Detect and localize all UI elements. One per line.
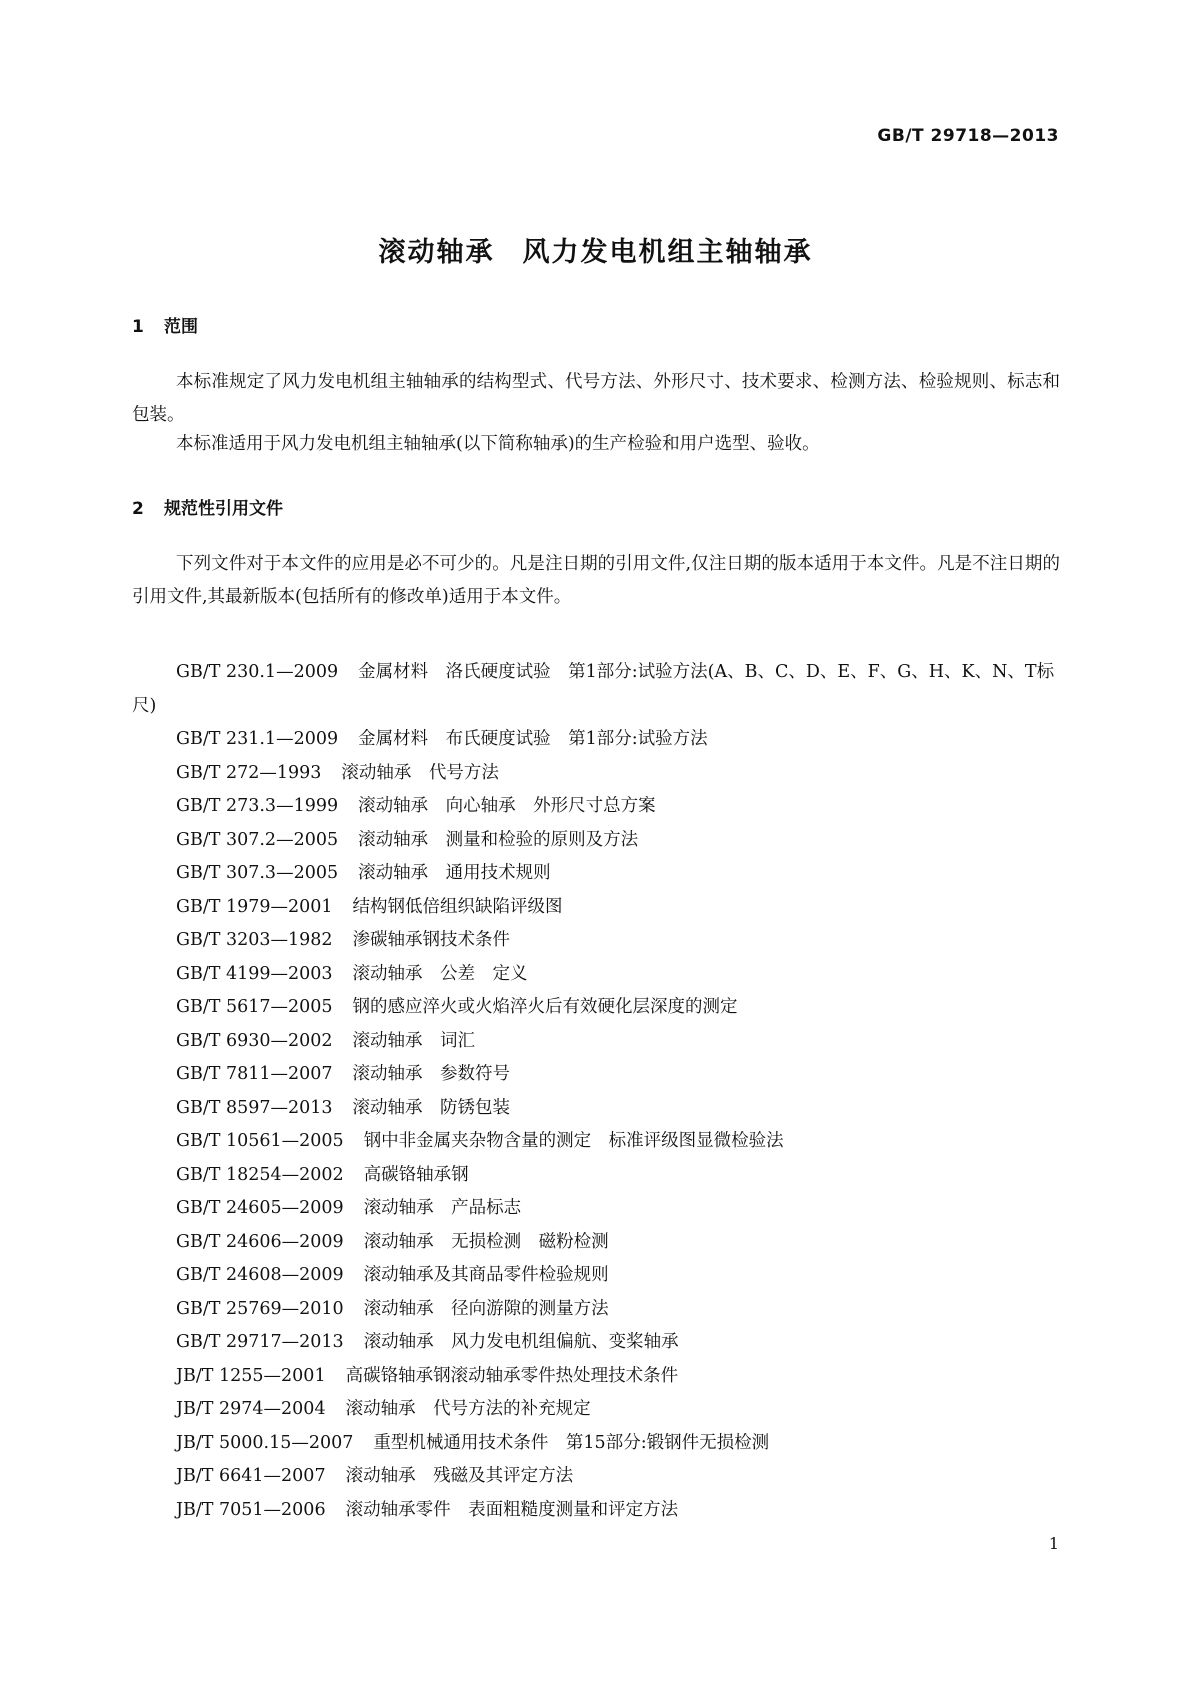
reference-item	[132, 824, 1060, 858]
title-part-1: 滚动轴承	[378, 237, 495, 268]
reference-title: 滚动轴承 参数符号	[352, 1064, 511, 1084]
reference-code: GB/T 230.1—2009	[176, 662, 339, 682]
section-1-paragraph-2: 本标准适用于风力发电机组主轴轴承(以下简称轴承)的生产检验和用户选型、验收。	[176, 434, 820, 454]
reference-code: GB/T 5617—2005	[176, 997, 333, 1017]
reference-title: 滚动轴承 产品标志	[363, 1198, 522, 1218]
reference-title: 滚动轴承 公差 定义	[352, 963, 528, 984]
reference-item	[132, 790, 1060, 824]
reference-title: 滚动轴承零件 表面粗糙度测量和评定方法	[345, 1499, 679, 1520]
reference-title: 滚动轴承及其商品零件检验规则	[363, 1265, 609, 1285]
document-title	[0, 230, 1191, 269]
reference-code: GB/T 24605—2009	[176, 1198, 344, 1218]
section-1-paragraph-1: 本标准规定了风力发电机组主轴轴承的结构型式、代号方法、外形尺寸、技术要求、检测方法、检验规则、标志和包装。	[132, 372, 1060, 425]
reference-code: GB/T 3203—1982	[176, 930, 333, 950]
reference-title: 滚动轴承 残磁及其评定方法	[345, 1466, 574, 1486]
reference-item	[132, 1159, 1060, 1193]
reference-code: GB/T 6930—2002	[176, 1030, 333, 1051]
reference-item	[132, 1192, 1060, 1226]
section-title: 规范性引用文件	[164, 499, 283, 519]
reference-item	[132, 1025, 1060, 1059]
reference-title: 滚动轴承 向心轴承 外形尺寸总方案	[358, 796, 656, 816]
reference-item	[132, 1092, 1060, 1126]
reference-item	[132, 1226, 1060, 1260]
standard-code: GB/T 29718—2013	[877, 126, 1059, 146]
reference-code: GB/T 10561—2005	[176, 1131, 344, 1151]
reference-code: GB/T 24608—2009	[176, 1265, 344, 1285]
reference-title: 高碳铬轴承钢	[363, 1164, 469, 1185]
reference-code: GB/T 18254—2002	[176, 1164, 344, 1185]
reference-code: GB/T 273.3—1999	[176, 796, 339, 816]
reference-code: GB/T 25769—2010	[176, 1298, 344, 1319]
reference-item	[132, 857, 1060, 891]
reference-item	[132, 1494, 1060, 1528]
reference-title: 滚动轴承 代号方法	[341, 762, 499, 783]
reference-title: 高碳铬轴承钢滚动轴承零件热处理技术条件	[345, 1365, 679, 1386]
reference-title: 滚动轴承 测量和检验的原则及方法	[358, 829, 639, 850]
page-number: 1	[1048, 1534, 1059, 1553]
reference-list	[132, 656, 1060, 1527]
reference-item	[132, 1360, 1060, 1394]
reference-code: JB/T 1255—2001	[176, 1365, 326, 1386]
reference-item	[132, 1058, 1060, 1092]
reference-title: 滚动轴承 径向游隙的测量方法	[363, 1298, 609, 1319]
reference-item	[132, 891, 1060, 925]
reference-code: GB/T 307.3—2005	[176, 863, 339, 883]
reference-title: 钢中非金属夹杂物含量的测定 标准评级图显微检验法	[363, 1131, 784, 1151]
reference-item	[132, 1427, 1060, 1461]
section-number: 2	[132, 499, 144, 519]
reference-title: 金属材料 布氏硬度试验 第1部分:试验方法	[358, 729, 708, 749]
reference-code: JB/T 2974—2004	[176, 1399, 326, 1419]
reference-title: 结构钢低倍组织缺陷评级图	[352, 896, 563, 917]
section-2-paragraph-1: 下列文件对于本文件的应用是必不可少的。凡是注日期的引用文件,仅注日期的版本适用于本文件。凡是不注日期的引用文件,其最新版本(包括所有的修改单)适用于本文件。	[132, 554, 1060, 607]
reference-code: GB/T 8597—2013	[176, 1097, 333, 1118]
reference-code: GB/T 7811—2007	[176, 1064, 333, 1084]
reference-code: GB/T 4199—2003	[176, 963, 333, 984]
reference-code: GB/T 307.2—2005	[176, 829, 339, 850]
title-part-2: 风力发电机组主轴轴承	[522, 237, 813, 268]
reference-code: GB/T 272—1993	[176, 762, 322, 783]
reference-title: 滚动轴承 无损检测 磁粉检测	[363, 1231, 609, 1252]
reference-title: 渗碳轴承钢技术条件	[352, 930, 511, 950]
reference-code: JB/T 5000.15—2007	[176, 1432, 354, 1453]
section-title: 范围	[164, 317, 198, 337]
reference-item	[132, 723, 1060, 757]
reference-item	[132, 991, 1060, 1025]
reference-code: JB/T 7051—2006	[176, 1499, 326, 1520]
reference-item	[132, 1125, 1060, 1159]
reference-title: 金属材料 洛氏硬度试验 第1部分:试验方法(A、B、C、D、E、F、G、H、K、N、T标尺)	[132, 662, 1055, 716]
reference-title: 钢的感应淬火或火焰淬火后有效硬化层深度的测定	[352, 997, 738, 1017]
reference-item	[132, 924, 1060, 958]
reference-title: 滚动轴承 防锈包装	[352, 1097, 511, 1118]
section-1-heading	[132, 312, 198, 337]
reference-title: 滚动轴承 代号方法的补充规定	[345, 1399, 591, 1419]
reference-item	[132, 1293, 1060, 1327]
reference-item	[132, 1326, 1060, 1360]
reference-item	[132, 656, 1060, 723]
reference-item	[132, 757, 1060, 791]
reference-code: GB/T 1979—2001	[176, 896, 333, 917]
reference-title: 滚动轴承 通用技术规则	[358, 863, 551, 883]
reference-title: 滚动轴承 词汇	[352, 1030, 476, 1051]
reference-title: 重型机械通用技术条件 第15部分:锻钢件无损检测	[373, 1432, 770, 1453]
reference-code: GB/T 231.1—2009	[176, 729, 339, 749]
reference-item	[132, 1259, 1060, 1293]
reference-code: JB/T 6641—2007	[176, 1466, 326, 1486]
reference-code: GB/T 29717—2013	[176, 1332, 344, 1352]
reference-item	[132, 1460, 1060, 1494]
reference-title: 滚动轴承 风力发电机组偏航、变桨轴承	[363, 1332, 679, 1352]
reference-item	[132, 1393, 1060, 1427]
section-number: 1	[132, 317, 144, 337]
section-2-heading	[132, 494, 283, 519]
reference-item	[132, 958, 1060, 992]
reference-code: GB/T 24606—2009	[176, 1231, 344, 1252]
